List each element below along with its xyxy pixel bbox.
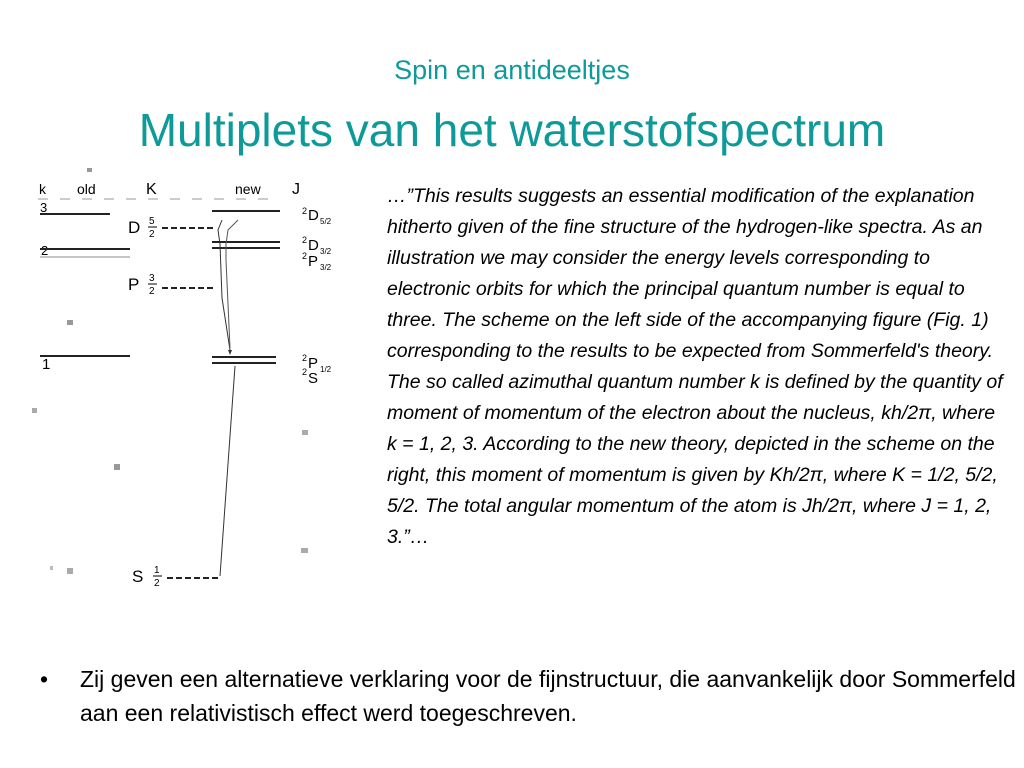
term-2P32-main: P bbox=[308, 253, 319, 270]
term-2D32-sub: 3/2 bbox=[320, 247, 332, 256]
transition-lines bbox=[218, 220, 230, 350]
level-S-den: 2 bbox=[154, 578, 160, 589]
term-2P12-sub: 1/2 bbox=[320, 365, 332, 374]
term-2D52-sub: 5/2 bbox=[320, 217, 332, 226]
term-2P12: 2 bbox=[302, 353, 308, 363]
term-2S-main: S bbox=[308, 370, 319, 387]
term-2D52-main: D bbox=[308, 207, 319, 224]
k-value-3: 3 bbox=[40, 200, 48, 215]
energy-level-diagram bbox=[30, 168, 350, 598]
level-S-num: 1 bbox=[154, 565, 160, 576]
k-value-2: 2 bbox=[41, 243, 49, 258]
level-D-den: 2 bbox=[149, 229, 155, 240]
term-2D52: 2 bbox=[302, 206, 308, 216]
k-value-1: 1 bbox=[42, 356, 51, 373]
slide-subtitle: Spin en antideeltjes bbox=[394, 55, 630, 85]
slide-title: Multiplets van het waterstofspectrum bbox=[138, 104, 886, 156]
header-k: k bbox=[39, 181, 46, 197]
level-D-num: 5 bbox=[149, 216, 155, 227]
bullet-marker: • bbox=[40, 666, 49, 692]
level-D-letter: D bbox=[128, 218, 141, 237]
level-P-den: 2 bbox=[149, 286, 155, 297]
term-2P32-sub: 3/2 bbox=[320, 263, 332, 272]
level-P-num: 3 bbox=[149, 273, 155, 284]
header-J: J bbox=[292, 181, 300, 198]
header-K: K bbox=[146, 181, 157, 198]
term-2D32-main: D bbox=[308, 237, 319, 254]
level-S-letter: S bbox=[132, 567, 144, 586]
quote-text: …”This results suggests an essential modification of the explanation hitherto given of the fine structure of the hydrogen-like spectra. As an illustration we may consider the energy levels corresponding to electronic orbits for which the principal quantum number is equal to three. The scheme on the left side of the accompanying figure (Fig. 1) corresponding to the results to be expected from Sommerfeld's theory. The so called azimuthal quantum number k is defined by the quantity of moment of momentum of the electron about the nucleus, kh/2π, where k = 1, 2, 3. According to the new theory, depicted in the scheme on the right, this moment of momentum is given by Kh/2π, where K = 1/2, 5/2, 5/2. The total angular momentum of the atom is Jh/2π, where J = 1, 2, 3.”… bbox=[387, 185, 1003, 548]
term-2P32: 2 bbox=[302, 251, 308, 261]
term-2S: 2 bbox=[302, 367, 308, 377]
term-2D32: 2 bbox=[302, 235, 308, 245]
term-2P12-main: P bbox=[308, 355, 319, 372]
level-P-letter: P bbox=[128, 275, 140, 294]
bullet-text: Zij geven een alternatieve verklaring voor de fijnstructuur, die aanvankelijk door Sommerfeld aan een relativistisch effect werd toegeschreven. bbox=[80, 666, 1016, 726]
header-old: old bbox=[77, 181, 96, 197]
header-new: new bbox=[235, 181, 261, 197]
